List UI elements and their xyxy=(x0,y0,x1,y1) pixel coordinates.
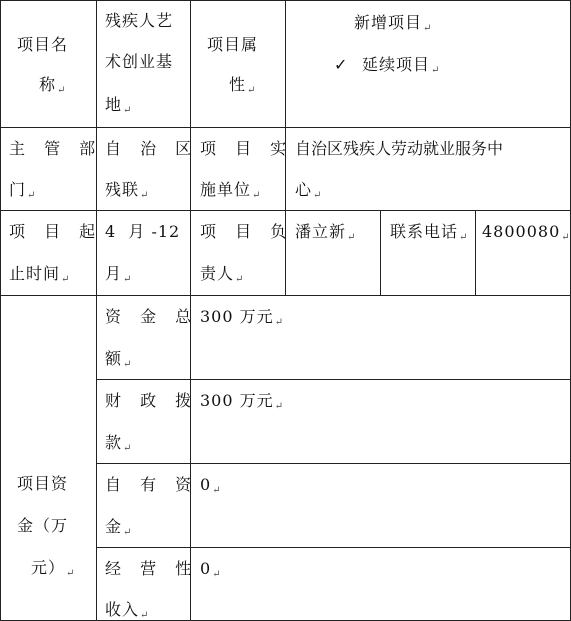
fund-own-value: 0 xyxy=(200,475,212,494)
paragraph-mark: ↵ xyxy=(61,274,71,285)
paragraph-mark: ↵ xyxy=(123,274,133,285)
period-value-line1: 4 月 -12 xyxy=(105,222,181,241)
period-label-line1: 项 目 起 xyxy=(9,222,103,241)
fund-business-label-cell xyxy=(96,547,199,621)
paragraph-mark: ↵ xyxy=(423,23,433,34)
owner-value-cell xyxy=(285,210,381,296)
project-name-value-cell xyxy=(96,0,191,128)
dept-label-cell xyxy=(0,127,103,211)
period-value-cell xyxy=(96,210,191,296)
impl-unit-label-line2: 施单位 xyxy=(200,180,252,199)
fund-own-value-cell xyxy=(190,463,571,548)
period-label-line2: 止时间 xyxy=(9,264,61,283)
paragraph-mark: ↵ xyxy=(27,190,37,201)
fund-fiscal-value-cell xyxy=(190,379,571,464)
fund-business-value-cell xyxy=(190,547,571,621)
funds-label-cell xyxy=(0,295,97,621)
fund-business-value: 0 xyxy=(200,559,212,578)
fund-total-label-cell xyxy=(96,295,199,380)
funds-label-line1: 项目资 xyxy=(17,474,69,493)
paragraph-mark: ↵ xyxy=(123,105,133,116)
owner-label-line2: 责人 xyxy=(200,264,235,283)
project-attr-options-cell xyxy=(285,0,571,128)
fund-own-label-line2: 金 xyxy=(105,517,123,536)
project-name-label-line2: 称 xyxy=(39,75,57,94)
project-attr-label-cell xyxy=(190,0,286,128)
dept-label-line2: 门 xyxy=(9,180,27,199)
project-name-value-line1: 残疾人艺 xyxy=(105,11,174,30)
dept-label-line1: 主 管 部 xyxy=(9,139,103,158)
dept-value-line2: 残联 xyxy=(105,180,140,199)
paragraph-mark: ↵ xyxy=(274,317,285,328)
phone-label: 联系电话 xyxy=(390,222,459,241)
paragraph-mark: ↵ xyxy=(66,568,76,579)
owner-label-line1: 项 目 负 xyxy=(200,222,294,241)
impl-unit-label-cell xyxy=(190,127,294,211)
paragraph-mark: ↵ xyxy=(140,610,150,621)
paragraph-mark: ↵ xyxy=(57,85,67,96)
paragraph-mark: ↵ xyxy=(212,485,222,496)
project-name-label-cell xyxy=(0,0,97,128)
paragraph-mark: ↵ xyxy=(123,359,133,370)
paragraph-mark: ↵ xyxy=(561,232,571,243)
project-name-label-line1: 项目名 xyxy=(17,35,69,54)
paragraph-mark: ↵ xyxy=(431,65,441,76)
project-attr-label-line2: 性 xyxy=(229,75,247,94)
fund-total-label-line1: 资 金 总 xyxy=(105,307,199,326)
period-value-line2: 月 xyxy=(105,264,123,283)
option-continue-project: 延续项目 xyxy=(362,55,431,74)
fund-business-label-line2: 收入 xyxy=(105,600,140,619)
dept-value-line1: 自 治 区 xyxy=(105,139,199,158)
fund-own-label-cell xyxy=(96,463,199,548)
project-name-value-line3: 地 xyxy=(105,95,123,114)
checkmark-icon: ✓ xyxy=(334,55,349,74)
phone-label-cell xyxy=(380,210,476,296)
impl-unit-value-cell xyxy=(285,127,571,211)
paragraph-mark: ↵ xyxy=(274,401,285,412)
project-name-value-line2: 术创业基 xyxy=(105,52,174,71)
impl-unit-value-line2: 心 xyxy=(295,180,313,199)
owner-label-cell xyxy=(190,210,294,296)
fund-own-label-line1: 自 有 资 xyxy=(105,475,199,494)
paragraph-mark: ↵ xyxy=(252,190,262,201)
paragraph-mark: ↵ xyxy=(140,190,150,201)
paragraph-mark: ↵ xyxy=(235,274,245,285)
paragraph-mark: ↵ xyxy=(123,527,133,538)
paragraph-mark: ↵ xyxy=(212,569,222,580)
paragraph-mark: ↵ xyxy=(347,232,357,243)
paragraph-mark: ↵ xyxy=(247,85,257,96)
paragraph-mark: ↵ xyxy=(313,190,323,201)
fund-total-label-line2: 额 xyxy=(105,349,123,368)
fund-fiscal-value: 300 万元 xyxy=(200,391,274,410)
project-attr-label-line1: 项目属 xyxy=(207,35,259,54)
option-new-project: 新增项目 xyxy=(354,13,423,32)
dept-value-cell xyxy=(96,127,199,211)
fund-fiscal-label-line1: 财 政 拨 xyxy=(105,391,199,410)
period-label-cell xyxy=(0,210,103,296)
fund-fiscal-label-line2: 款 xyxy=(105,433,123,452)
phone-value: 4800080 xyxy=(482,222,561,241)
fund-business-label-line1: 经 营 性 xyxy=(105,559,199,578)
impl-unit-value-line1: 自治区残疾人劳动就业服务中 xyxy=(295,139,504,158)
fund-fiscal-label-cell xyxy=(96,379,199,464)
paragraph-mark: ↵ xyxy=(123,443,133,454)
funds-label-line3: 元） xyxy=(31,558,66,577)
fund-total-value-cell xyxy=(190,295,571,380)
impl-unit-label-line1: 项 目 实 xyxy=(200,139,294,158)
paragraph-mark: ↵ xyxy=(459,232,469,243)
funds-label-line2: 金（万 xyxy=(17,516,69,535)
fund-total-value: 300 万元 xyxy=(200,307,274,326)
owner-value: 潘立新 xyxy=(295,222,347,241)
phone-value-cell xyxy=(475,210,571,296)
